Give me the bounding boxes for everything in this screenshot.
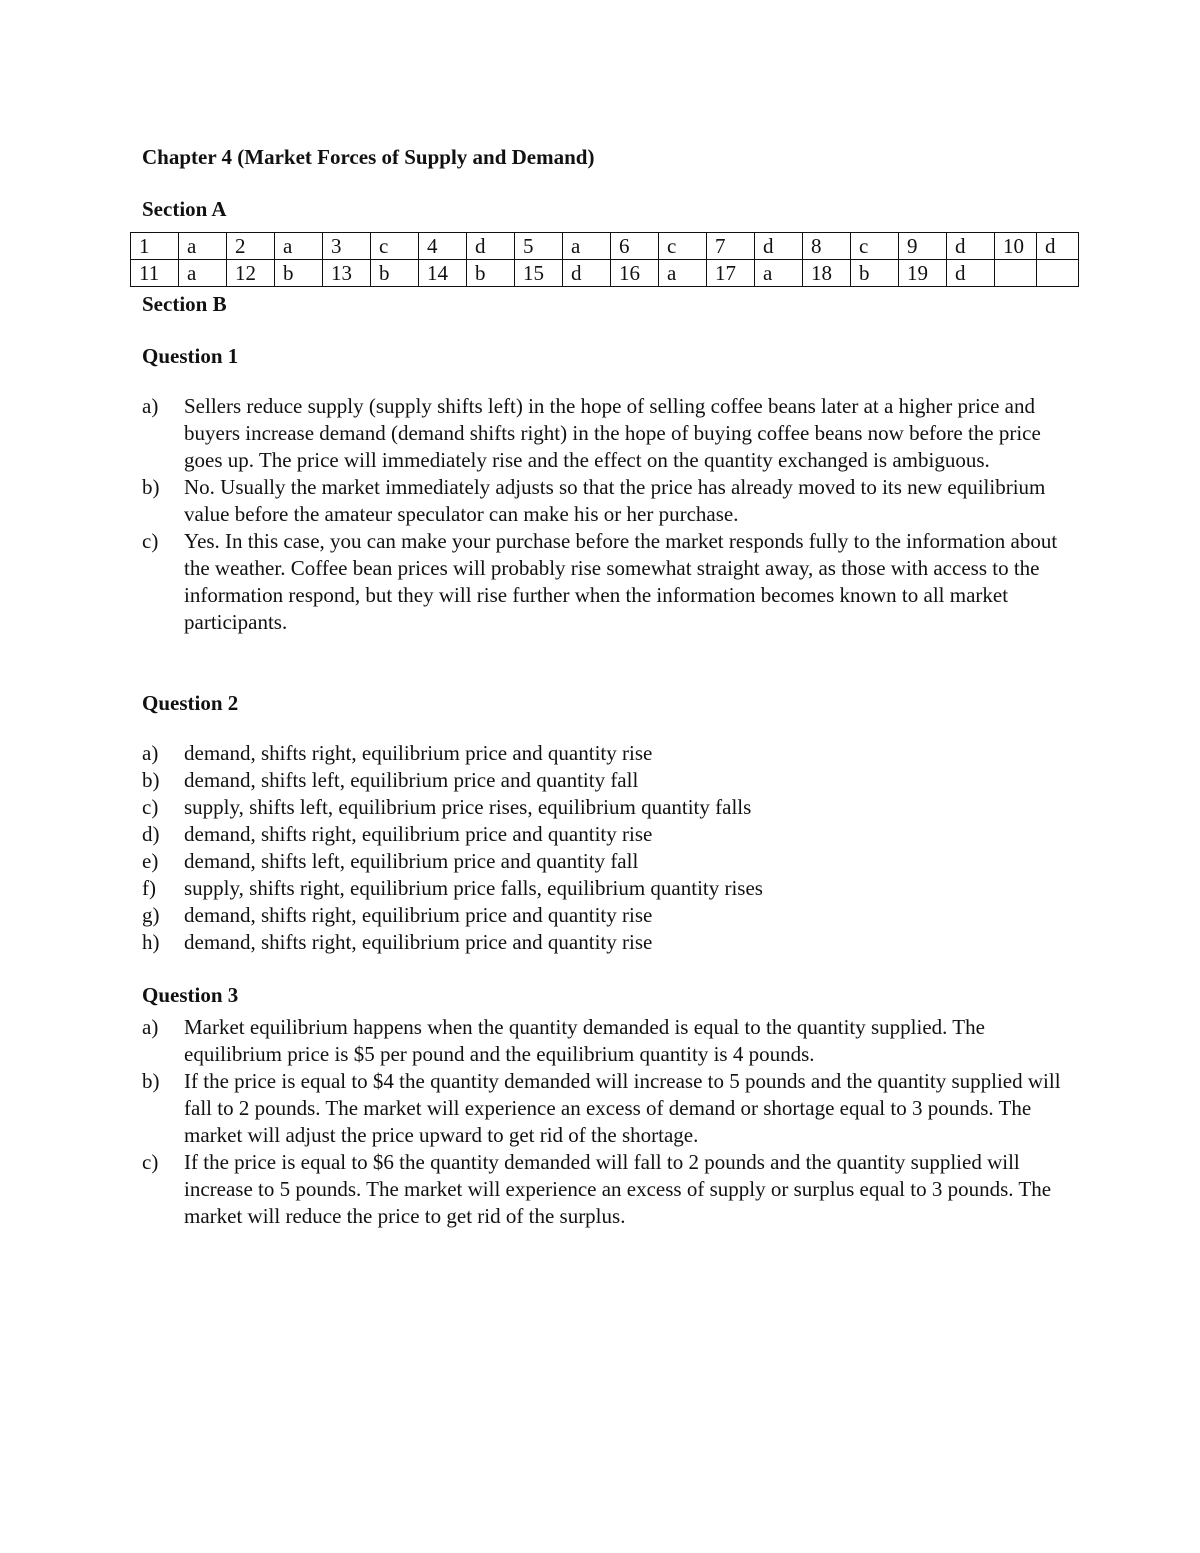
answer-letter-cell: d [947, 233, 995, 260]
list-item [142, 740, 1072, 767]
question-number-cell: 3 [323, 233, 371, 260]
question-number-cell: 10 [995, 233, 1037, 260]
answer-letter-cell: d [1037, 233, 1079, 260]
item-marker: h) [142, 930, 160, 954]
item-text: demand, shifts right, equilibrium price and quantity rise [184, 930, 653, 954]
question-1-answers [142, 393, 1072, 636]
item-marker: b) [142, 1069, 160, 1093]
list-item [142, 875, 1072, 902]
answer-letter-cell: d [563, 260, 611, 287]
question-number-cell: 15 [515, 260, 563, 287]
item-marker: d) [142, 822, 160, 846]
item-marker: a) [142, 1015, 159, 1039]
question-number-cell: 16 [611, 260, 659, 287]
list-item [142, 1068, 1072, 1149]
item-text: Sellers reduce supply (supply shifts left) in the hope of selling coffee beans later at a higher price and buyers increase demand (demand shifts right) in the hope of buying coffee beans now before the price goes up. The price will immediately rise and the effect on the quantity exchanged is ambiguous. [184, 394, 1041, 472]
answer-letter-cell: d [467, 233, 515, 260]
question-number-cell: 4 [419, 233, 467, 260]
list-item [142, 393, 1072, 474]
question-number-cell: 1 [131, 233, 179, 260]
list-item [142, 794, 1072, 821]
question-number-cell: 6 [611, 233, 659, 260]
answer-letter-cell [1037, 260, 1079, 287]
list-item [142, 821, 1072, 848]
item-text: supply, shifts left, equilibrium price rises, equilibrium quantity falls [184, 795, 752, 819]
list-item [142, 1014, 1072, 1068]
item-marker: e) [142, 849, 159, 873]
question-number-cell: 5 [515, 233, 563, 260]
section-b-heading: Section B [142, 292, 227, 316]
question-number-cell: 14 [419, 260, 467, 287]
answer-letter-cell: c [659, 233, 707, 260]
item-text: demand, shifts left, equilibrium price and quantity fall [184, 768, 639, 792]
list-item [142, 528, 1072, 636]
answer-letter-cell: a [659, 260, 707, 287]
question-number-cell: 9 [899, 233, 947, 260]
question-3-answers [142, 1014, 1072, 1230]
item-marker: a) [142, 741, 159, 765]
question-number-cell: 7 [707, 233, 755, 260]
list-item [142, 929, 1072, 956]
answer-letter-cell: d [755, 233, 803, 260]
item-text: demand, shifts right, equilibrium price and quantity rise [184, 822, 653, 846]
question-number-cell: 8 [803, 233, 851, 260]
answer-letter-cell: a [179, 260, 227, 287]
list-item [142, 1149, 1072, 1230]
list-item [142, 474, 1072, 528]
answer-letter-cell: a [755, 260, 803, 287]
item-text: demand, shifts right, equilibrium price and quantity rise [184, 903, 653, 927]
answer-letter-cell: a [179, 233, 227, 260]
question-2-heading: Question 2 [142, 691, 239, 715]
item-marker: a) [142, 394, 159, 418]
table-row [131, 260, 1079, 287]
answer-letter-cell: d [947, 260, 995, 287]
answer-letter-cell: c [371, 233, 419, 260]
question-2-answers [142, 740, 1072, 956]
list-item [142, 902, 1072, 929]
item-marker: c) [142, 1150, 159, 1174]
item-marker: f) [142, 876, 156, 900]
item-text: Market equilibrium happens when the quantity demanded is equal to the quantity supplied. The equilibrium price is $5 per pound and the equilibrium quantity is 4 pounds. [184, 1015, 985, 1066]
answer-letter-cell: b [275, 260, 323, 287]
list-item [142, 767, 1072, 794]
question-number-cell: 11 [131, 260, 179, 287]
item-marker: g) [142, 903, 160, 927]
question-number-cell: 12 [227, 260, 275, 287]
question-1-heading: Question 1 [142, 344, 239, 368]
question-number-cell: 19 [899, 260, 947, 287]
answer-letter-cell: a [275, 233, 323, 260]
chapter-title: Chapter 4 (Market Forces of Supply and Demand) [142, 145, 595, 169]
answer-letter-cell: b [467, 260, 515, 287]
item-marker: c) [142, 529, 159, 553]
item-text: If the price is equal to $6 the quantity demanded will fall to 2 pounds and the quantity supplied will increase to 5 pounds. The market will experience an excess of supply or surplus equal to 3 pounds. The market will reduce the price to get rid of the surplus. [184, 1150, 1052, 1228]
item-text: No. Usually the market immediately adjusts so that the price has already moved to its new equilibrium value before the amateur speculator can make his or her purchase. [184, 475, 1046, 526]
question-number-cell [995, 260, 1037, 287]
item-marker: b) [142, 768, 160, 792]
answer-letter-cell: c [851, 233, 899, 260]
answer-letter-cell: a [563, 233, 611, 260]
question-number-cell: 18 [803, 260, 851, 287]
document-page [139, 140, 1072, 1230]
item-marker: c) [142, 795, 159, 819]
question-number-cell: 17 [707, 260, 755, 287]
table-row [131, 233, 1079, 260]
item-marker: b) [142, 475, 160, 499]
section-a-answer-table [130, 232, 1079, 287]
item-text: demand, shifts left, equilibrium price and quantity fall [184, 849, 639, 873]
list-item [142, 848, 1072, 875]
item-text: Yes. In this case, you can make your purchase before the market responds fully to the information about the weather. Coffee bean prices will probably rise somewhat straight away, as those with access to the information respond, but they will rise further when the information becomes known to all market participants. [184, 529, 1058, 634]
item-text: supply, shifts right, equilibrium price falls, equilibrium quantity rises [184, 876, 763, 900]
item-text: If the price is equal to $4 the quantity demanded will increase to 5 pounds and the quantity supplied will fall to 2 pounds. The market will experience an excess of demand or shortage equal to 3 pounds. The market will adjust the price upward to get rid of the shortage. [184, 1069, 1061, 1147]
question-number-cell: 2 [227, 233, 275, 260]
answer-letter-cell: b [851, 260, 899, 287]
question-number-cell: 13 [323, 260, 371, 287]
answer-letter-cell: b [371, 260, 419, 287]
section-a-heading: Section A [142, 197, 227, 221]
question-3-heading: Question 3 [142, 983, 239, 1007]
item-text: demand, shifts right, equilibrium price and quantity rise [184, 741, 653, 765]
